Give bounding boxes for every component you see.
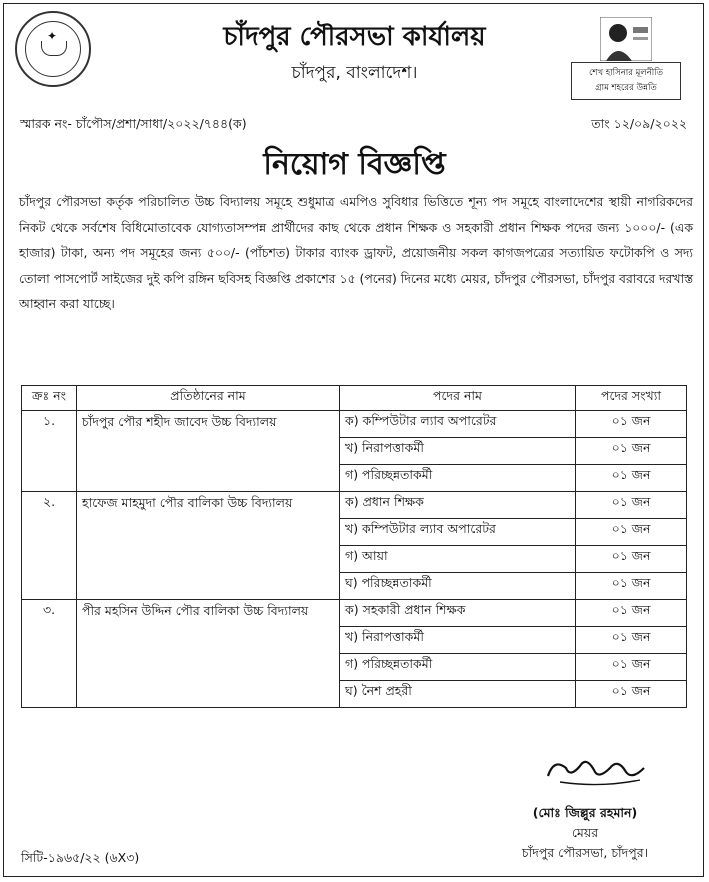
post-cell: গ) আয়া [340,546,576,573]
header-serial: ক্রঃ নং [22,386,77,411]
post-cell: ঘ) পরিচ্ছন্নতাকর্মী [340,573,576,600]
post-cell: খ) নিরাপত্তাকর্মী [340,627,576,654]
table-header-row [22,386,687,411]
count-cell: ০১ জন [576,411,687,438]
serial-cell: ১. [22,411,77,492]
post-cell: ক) সহকারী প্রধান শিক্ষক [340,600,576,627]
post-cell: গ) পরিচ্ছন্নতাকর্মী [340,465,576,492]
count-cell: ০১ জন [576,519,687,546]
post-cell: গ) পরিচ্ছন্নতাকর্মী [340,654,576,681]
signature-image [540,738,660,798]
count-cell: ০১ জন [576,573,687,600]
post-cell: খ) কম্পিউটার ল্যাব অপারেটর [340,519,576,546]
notice-title: নিয়োগ বিজ্ঞপ্তি [263,147,446,182]
serial-cell: ৩. [22,600,77,708]
memo-number: স্মারক নং- চাঁপৌস/প্রশা/সাধা/২০২২/৭৪৪(ক) [20,116,247,131]
memo-date: তাং ১২/০৯/২০২২ [591,116,687,131]
vacancy-table [21,385,687,708]
count-cell: ০১ জন [576,465,687,492]
count-cell: ০১ জন [576,438,687,465]
slogan-box [571,62,681,100]
serial-cell: ২. [22,492,77,600]
table-row [22,411,687,438]
office-location: চাঁদপুর, বাংলাদেশ। [291,63,418,83]
count-cell: ০১ জন [576,654,687,681]
header-post: পদের নাম [340,386,576,411]
post-cell: খ) নিরাপত্তাকর্মী [340,438,576,465]
municipality-seal-logo: ✦ [15,11,91,87]
table-row [22,600,687,627]
notice-body: চাঁদপুর পৌরসভা কর্তৃক পরিচালিত উচ্চ বিদ্যালয় সমূহে শুধুমাত্র এমপিও সুবিধার ভিত্তিতে শূন্য পদ সমূহে বাংলাদেশের স্থায়ী নাগরিকদের নিকট থেকে সর্বশেষ বিধিমোতাবেক যোগ্যতাসম্পন্ন প্রার্থীদের কাছ থেকে প্রধান শিক্ষক ও সহকারী প্রধান শিক্ষক পদের জন্য ১০০০/- (এক হাজার) টাকা, অন্য পদ সমূহের জন্য ৫০০/- (পাঁচশত) টাকার ব্যাংক ড্রাফট, প্রয়োজনীয় সকল কাগজপত্রের সত্যায়িত ফটোকপি ও সদ্য তোলা পাসপোর্ট সাইজের দুই কপি রঙ্গিন ছবিসহ বিজ্ঞপ্তি প্রকাশের ১৫ (পনের) দিনের মধ্যে মেয়র, চাঁদপুর পৌরসভা, চাঁদপুর বরাবরে দরখাস্ত আহ্বান করা যাচ্ছে। [19,194,693,311]
count-cell: ০১ জন [576,492,687,519]
count-cell: ০১ জন [576,681,687,708]
post-cell: ঘ) নৈশ প্রহরী [340,681,576,708]
signatory-name: (মোঃ জিল্লুর রহমান) [532,805,638,820]
count-cell: ০১ জন [576,546,687,573]
signatory-title: মেয়র [571,825,599,840]
count-cell: ০১ জন [576,627,687,654]
portrait-image [600,17,652,61]
office-name: চাঁদপুর পৌরসভা কার্যালয় [223,22,486,52]
slogan-line-1: শেখ হাসিনার মূলনীতি [588,68,664,78]
count-cell: ০১ জন [576,600,687,627]
slogan-line-2: গ্রাম শহরের উন্নতি [595,83,657,93]
post-cell: ক) কম্পিউটার ল্যাব অপারেটর [340,411,576,438]
institution-cell: চাঁদপুর পৌর শহীদ জাবেদ উচ্চ বিদ্যালয় [77,411,340,492]
signatory-block [480,803,690,863]
institution-cell: হাফেজ মাহমুদা পৌর বালিকা উচ্চ বিদ্যালয় [77,492,340,600]
post-cell: ক) প্রধান শিক্ষক [340,492,576,519]
publication-code: সিটি-১৯৬৫/২২ (৬X৩) [21,850,140,865]
signatory-office: চাঁদপুর পৌরসভা, চাঁদপুর। [521,845,649,860]
header-institution: প্রতিষ্ঠানের নাম [77,386,340,411]
table-row [22,492,687,519]
header-count: পদের সংখ্যা [576,386,687,411]
institution-cell: পীর মহসিন উদ্দিন পৌর বালিকা উচ্চ বিদ্যালয় [77,600,340,708]
